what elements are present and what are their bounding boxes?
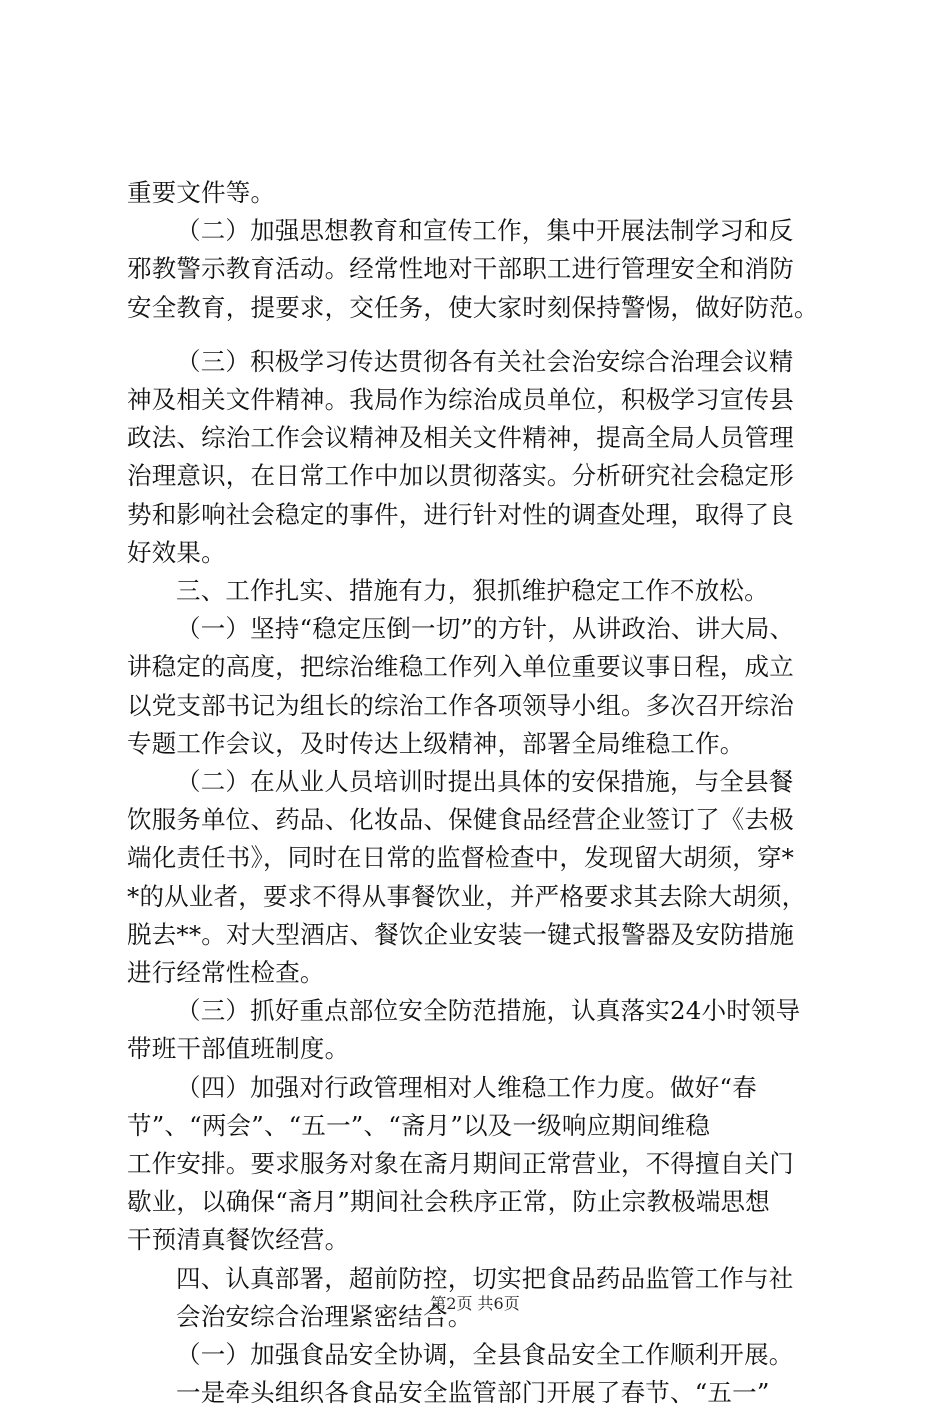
text-line: 四、认真部署，超前防控，切实把食品药品监管工作与社 [176,1264,794,1293]
text-line: （一）坚持“稳定压倒一切”的方针，从讲政治、讲大局、 [176,614,795,643]
text-line: 端化责任书》，同时在日常的监督检查中，发现留大胡须，穿* [127,843,795,872]
text-line: 干预清真餐饮经营。 [127,1225,350,1254]
text-line: *的从业者，要求不得从事餐饮业，并严格要求其去除大胡须， [127,882,807,911]
text-line: （二）加强思想教育和宣传工作，集中开展法制学习和反 [176,216,794,245]
text-line: 一是牵头组织各食品安全监管部门开展了春节、“五一” [176,1378,770,1407]
text-line: 重要文件等。 [127,178,276,207]
text-line: 饮服务单位、药品、化妆品、保健食品经营企业签订了《去极 [127,805,794,834]
text-line: 专题工作会议，及时传达上级精神，部署全局维稳工作。 [127,729,745,758]
text-line: 歇业，以确保“斋月”期间社会秩序正常，防止宗教极端思想 [127,1187,770,1216]
text-line: 节”、“两会”、“五一”、“斋月”以及一级响应期间维稳 [127,1111,711,1140]
text-line: 讲稳定的高度，把综治维稳工作列入单位重要议事日程，成立 [127,652,794,681]
text-line: 治理意识，在日常工作中加以贯彻落实。分析研究社会稳定形 [127,461,794,490]
text-line: 进行经常性检查。 [127,958,325,987]
text-line: 势和影响社会稳定的事件，进行针对性的调查处理，取得了良 [127,500,794,529]
text-line: 政法、综治工作会议精神及相关文件精神，提高全局人员管理 [127,423,794,452]
text-line: 会治安综合治理紧密结合。 [176,1302,473,1331]
text-line: （三）积极学习传达贯彻各有关社会治安综合治理会议精 [176,347,794,376]
text-line: （三）抓好重点部位安全防范措施，认真落实24小时领导 [176,996,801,1025]
text-line: （四）加强对行政管理相对人维稳工作力度。做好“春 [176,1073,757,1102]
text-line: 安全教育，提要求，交任务，使大家时刻保持警惕，做好防范。 [127,293,819,322]
text-line: 带班干部值班制度。 [127,1034,350,1063]
text-line: 神及相关文件精神。我局作为综治成员单位，积极学习宣传县 [127,385,794,414]
text-line: 脱去**。对大型酒店、餐饮企业安装一键式报警器及安防措施 [127,920,795,949]
text-line: 好效果。 [127,538,226,567]
text-line: 以党支部书记为组长的综治工作各项领导小组。多次召开综治 [127,691,794,720]
text-line: （二）在从业人员培训时提出具体的安保措施，与全县餐 [176,767,794,796]
text-line: 邪教警示教育活动。经常性地对干部职工进行管理安全和消防 [127,254,794,283]
page-number: 第2页 共6页 [430,1294,520,1313]
text-line: （一）加强食品安全协调，全县食品安全工作顺利开展。 [176,1340,794,1369]
text-line: 三、工作扎实、措施有力，狠抓维护稳定工作不放松。 [176,576,769,605]
text-line: 工作安排。要求服务对象在斋月期间正常营业，不得擅自关门 [127,1149,794,1178]
